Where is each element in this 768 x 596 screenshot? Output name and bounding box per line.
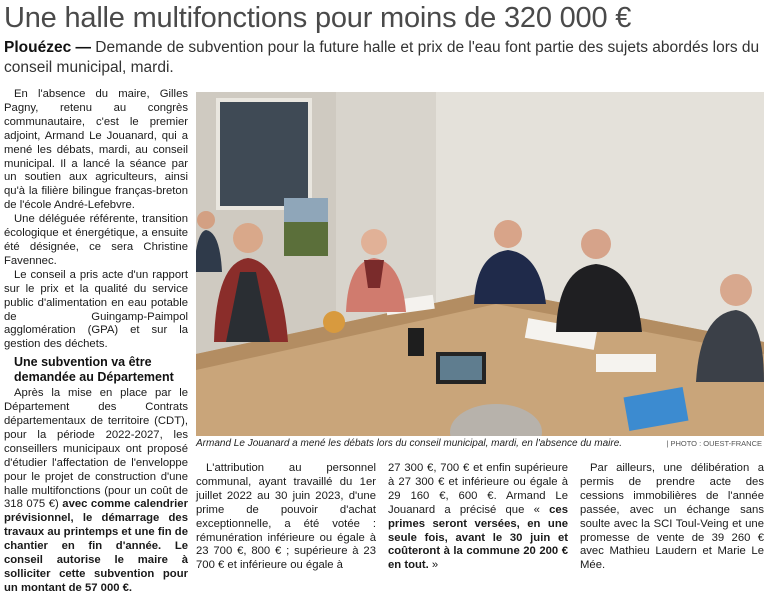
paragraph-text: 27 300 €, 700 € et enfin supérieure à 27 300 € et inférieure ou égale à 29 160 €, 600 €. Armand Le Jouanard a précisé que «	[388, 462, 568, 516]
article-photo	[196, 92, 764, 436]
paragraph: En l'absence du maire, Gilles Pagny, retenu au congrès communautaire, c'est le premier adjoint, Armand Le Jouanard, qui a mené les débats, mardi, au conseil municipal. Il a lancé la séance par un soutien aux agriculteurs, ainsi qu'à la filière bilingue franças-breton de l'école André-Lefebvre.	[4, 88, 188, 212]
paragraph-text: »	[428, 559, 439, 572]
paragraph	[388, 462, 568, 573]
standfirst	[4, 38, 764, 78]
paragraph-text: Après la mise en place par le Département des Contrats départementaux de territoire (CDT), pour la période 2022-2027, les conseillers municipaux ont proposé d'étudier l'affectation de l'enveloppe pour le projet de construction d'une halle multifonctions (pour un coût de 318 075 €)	[4, 387, 188, 511]
photo-caption: Armand Le Jouanard a mené les débats lors du conseil municipal, mardi, en l'absence du maire.	[196, 438, 623, 449]
paragraph: Par ailleurs, une délibération a permis de prendre acte des cessions immobilières de l'année passée, avec un échange sans soulte avec la SCI Toul-Veing et une promesse de vente de 39 260 € avec Mathieu Laudern et Marie Le Mée.	[580, 462, 764, 572]
column-1	[4, 88, 188, 596]
column-4	[580, 462, 764, 573]
paragraph	[4, 387, 188, 596]
paragraph: L'attribution au personnel communal, ayant travaillé du 1er juillet 2022 au 30 juin 2023, d'une prime de pouvoir d'achat exceptionnelle, a été votée : rémunération inférieure ou égale à 23 700 €, 800 € ; supérieure à 23 700 € et inférieure ou égale à	[196, 462, 376, 572]
headline: Une halle multifonctions pour moins de 320 000 €	[4, 2, 632, 34]
standfirst-text: Demande de subvention pour la future halle et prix de l'eau font partie des sujets abordés lors du conseil municipal, mardi.	[4, 39, 760, 76]
quote-bold: ces primes seront versées, en une seule fois, avant le 30 juin et coûteront à la commune 20 200 € en tout.	[388, 503, 568, 572]
column-2	[196, 462, 376, 573]
photo-credit: | PHOTO : OUEST-FRANCE	[666, 439, 762, 448]
subheading: Une subvention va être demandée au Département	[14, 355, 174, 384]
paragraph-bold: avec comme calendrier prévisionnel, le démarrage des travaux au printemps et une fin de chantier en fin d'année. Le conseil autorise le maire à solliciter cette subvention pour un montant de 57 000 €.	[4, 498, 188, 594]
column-3	[388, 462, 568, 573]
paragraph: Le conseil a pris acte d'un rapport sur le prix et la qualité du service public d'alimentation en eau potable de Guingamp-Paimpol agglomération (GPA) et sur la gestion des déchets.	[4, 268, 188, 351]
council-meeting-photo	[196, 92, 764, 436]
paragraph: Une déléguée référente, transition écologique et énergétique, a ensuite été désignée, ce sera Christine Favennec.	[4, 213, 188, 267]
dateline-place: Plouézec —	[4, 39, 91, 56]
